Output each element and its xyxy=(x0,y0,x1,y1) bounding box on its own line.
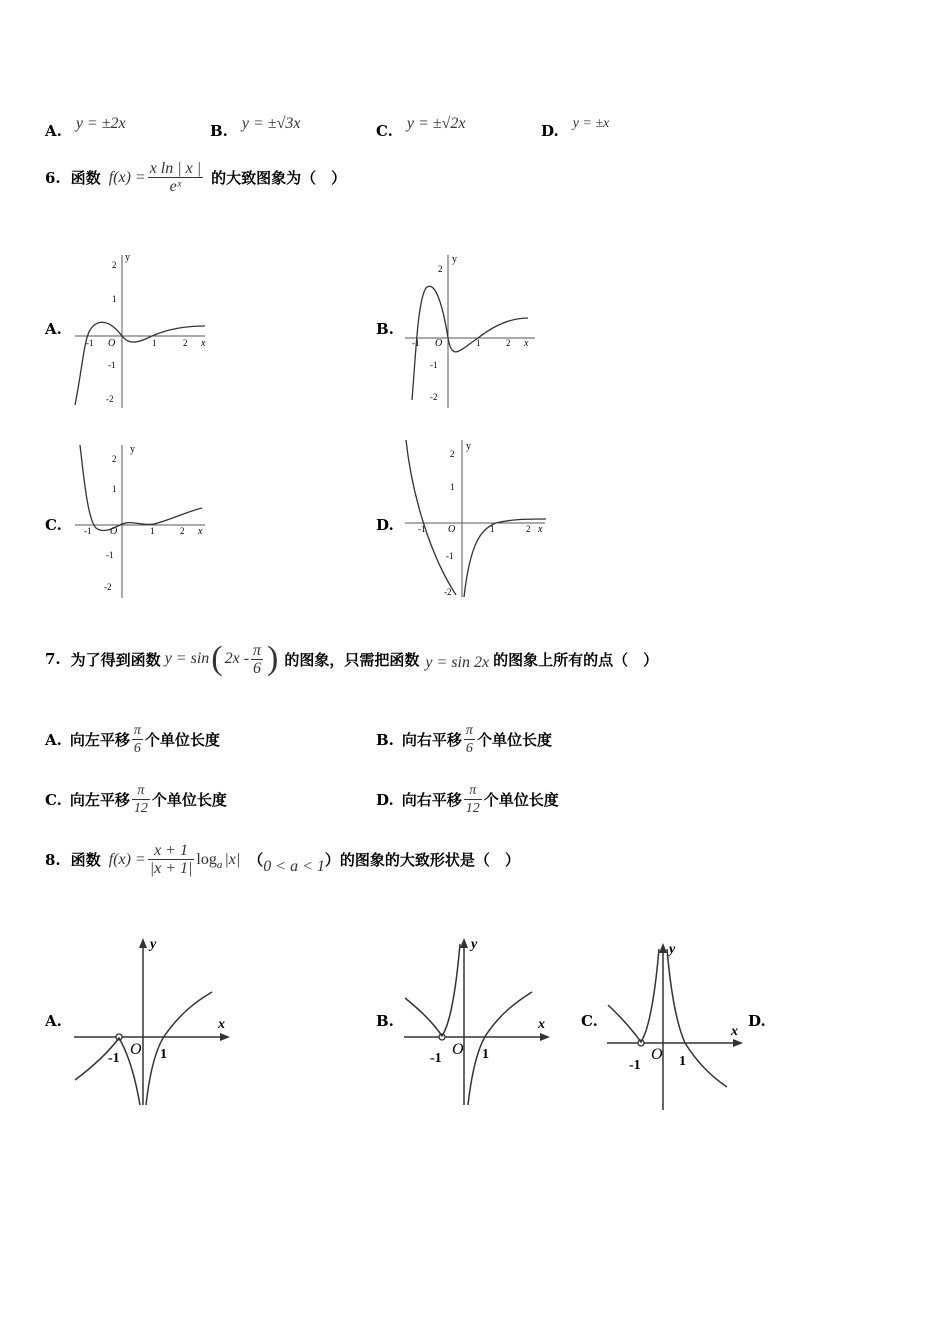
question-prefix: 函数 xyxy=(70,169,101,187)
option-expr: y = ±x xyxy=(572,116,610,131)
y-axis-label: y xyxy=(471,937,478,952)
tick-yneg2: -2 xyxy=(444,587,452,597)
q6-graph-a xyxy=(70,250,210,410)
origin-label: O xyxy=(108,338,116,349)
curve-right xyxy=(468,992,532,1105)
pi-over-6 xyxy=(251,642,263,677)
tick-y1: 1 xyxy=(450,482,455,492)
q6-label-d: D. xyxy=(376,516,394,534)
curve xyxy=(412,286,528,400)
tick-1: 1 xyxy=(476,338,481,348)
pi-symbol: π xyxy=(253,641,262,659)
q8-label-b: B. xyxy=(376,1012,394,1030)
curve-right xyxy=(667,949,727,1087)
condition: 0 < a < 1 xyxy=(263,857,325,875)
option-label: C. xyxy=(376,122,393,140)
q6-label-b: B. xyxy=(376,320,394,338)
tick-yneg2: -2 xyxy=(104,582,112,592)
fraction-den: 12 xyxy=(465,801,480,816)
func-numerator: x ln | x | xyxy=(149,160,202,177)
fraction-num: π xyxy=(132,782,150,800)
y-axis-label: y xyxy=(125,252,130,263)
q8-label-d: D. xyxy=(748,1012,766,1030)
q8-graph-a xyxy=(70,930,235,1110)
q6-stem xyxy=(45,160,346,195)
func-lhs: f(x) = xyxy=(108,850,146,868)
q8-graph-c xyxy=(605,935,750,1115)
curve-left xyxy=(406,440,456,595)
q8-label-c: C. xyxy=(581,1012,598,1030)
fraction-den: 12 xyxy=(133,801,148,816)
tick-y2: 2 xyxy=(450,449,455,459)
question-prefix: 为了得到函数 xyxy=(70,650,161,669)
q5-option-c xyxy=(376,108,465,140)
option-label: B. xyxy=(210,122,228,140)
option-label: D. xyxy=(376,790,394,809)
fraction-den: 6 xyxy=(133,741,141,756)
tick-y2: 2 xyxy=(112,454,117,464)
tick-neg1: -1 xyxy=(108,1051,120,1066)
tick-neg1: -1 xyxy=(412,338,420,348)
fraction-num: π xyxy=(133,723,141,738)
question-number: 8. xyxy=(45,850,61,869)
option-pre: 向左平移 xyxy=(69,791,130,809)
q6-label-a: A. xyxy=(45,320,62,338)
option-pre: 向右平移 xyxy=(401,731,462,749)
tick-neg1: -1 xyxy=(629,1058,641,1073)
curve-right xyxy=(464,519,546,597)
target-func-inner: 2x - xyxy=(224,650,250,667)
condition-open: （ xyxy=(248,851,264,869)
origin-label: O xyxy=(110,526,118,537)
func-log: log xyxy=(196,850,217,868)
fraction-num: π xyxy=(464,782,482,800)
func-fraction xyxy=(148,842,195,877)
q7-stem xyxy=(45,640,658,678)
y-axis-label: y xyxy=(466,441,471,452)
func-denominator: |x + 1| xyxy=(149,860,193,877)
q5-option-b xyxy=(210,108,300,140)
option-pre: 向左平移 xyxy=(69,731,130,749)
option-label: B. xyxy=(376,730,394,749)
y-axis-label: y xyxy=(669,942,676,957)
func-numerator: x + 1 xyxy=(148,842,195,860)
y-axis-label: y xyxy=(452,254,457,265)
option-expr: y = ±√3x xyxy=(241,115,301,132)
origin-label: O xyxy=(452,1041,464,1058)
x-axis-label: x xyxy=(731,1024,738,1039)
option-label: C. xyxy=(45,790,62,809)
tick-2: 2 xyxy=(183,338,188,348)
tick-1: 1 xyxy=(160,1047,167,1062)
q6-graph-d xyxy=(400,435,550,600)
fraction-den: 6 xyxy=(465,741,473,756)
tick-1: 1 xyxy=(152,338,157,348)
option-fraction xyxy=(132,782,150,817)
tick-1: 1 xyxy=(482,1047,489,1062)
origin-label: O xyxy=(435,338,443,349)
tick-yneg1: -1 xyxy=(108,360,116,370)
tick-2: 2 xyxy=(506,338,511,348)
tick-neg1: -1 xyxy=(418,524,426,534)
fraction-num: π xyxy=(465,723,473,738)
y-axis-label: y xyxy=(150,937,157,952)
option-post: 个单位长度 xyxy=(144,731,220,749)
tick-yneg1: -1 xyxy=(446,551,454,561)
curve-left xyxy=(608,949,659,1042)
option-post: 个单位长度 xyxy=(151,791,227,809)
x-axis-label: x xyxy=(198,526,203,537)
option-fraction xyxy=(464,722,475,757)
origin-label: O xyxy=(448,524,456,535)
tick-y1: 1 xyxy=(112,484,117,494)
tick-neg1: -1 xyxy=(84,526,92,536)
curve xyxy=(80,445,202,531)
tick-1: 1 xyxy=(490,524,495,534)
log-base: a xyxy=(216,858,223,871)
tick-neg1: -1 xyxy=(86,338,94,348)
origin-label: O xyxy=(651,1046,663,1063)
q6-graph-b xyxy=(400,250,540,410)
x-axis-label: x xyxy=(201,338,206,349)
tick-yneg2: -2 xyxy=(106,394,114,404)
tick-yneg1: -1 xyxy=(430,360,438,370)
func-lhs: f(x) = xyxy=(108,168,146,186)
q8-label-a: A. xyxy=(45,1012,62,1030)
q5-option-a xyxy=(45,108,126,140)
q8-graph-b xyxy=(400,930,555,1110)
q7-option-c xyxy=(45,782,227,817)
q7-option-b xyxy=(376,722,552,757)
q6-label-c: C. xyxy=(45,516,62,534)
tick-2: 2 xyxy=(526,524,531,534)
tick-y2: 2 xyxy=(112,260,117,270)
option-post: 个单位长度 xyxy=(476,731,552,749)
curve-left xyxy=(405,944,460,1036)
source-func: y = sin 2x xyxy=(425,654,490,671)
tick-neg1: -1 xyxy=(430,1051,442,1066)
q5-option-d xyxy=(541,108,609,140)
log-arg: |x| xyxy=(224,850,241,868)
question-number: 6. xyxy=(45,168,61,187)
tick-2: 2 xyxy=(180,526,185,536)
option-fraction xyxy=(464,782,482,817)
q7-option-a xyxy=(45,722,220,757)
option-fraction xyxy=(132,722,143,757)
option-expr: y = ±√2x xyxy=(406,115,466,132)
option-expr: y = ±2x xyxy=(75,115,126,132)
q8-stem xyxy=(45,842,520,877)
x-axis-label: x xyxy=(218,1017,225,1032)
option-label: D. xyxy=(541,122,559,140)
six: 6 xyxy=(253,659,262,677)
tick-yneg1: -1 xyxy=(106,550,114,560)
y-axis-label: y xyxy=(130,444,135,455)
x-axis-label: x xyxy=(524,338,529,349)
paren-close: ) xyxy=(267,640,279,677)
x-axis-label: x xyxy=(538,1017,545,1032)
curve xyxy=(75,322,205,405)
option-label: A. xyxy=(45,730,62,749)
tick-y1: 1 xyxy=(112,294,117,304)
q7-option-d xyxy=(376,782,559,817)
curve-right xyxy=(146,992,212,1105)
tick-1: 1 xyxy=(679,1054,686,1069)
x-axis-label: x xyxy=(538,524,543,535)
q6-graph-c xyxy=(70,440,210,600)
question-prefix: 函数 xyxy=(70,851,101,869)
question-suffix: 的大致图象为（ ） xyxy=(211,169,347,187)
tick-yneg2: -2 xyxy=(430,392,438,402)
origin-label: O xyxy=(130,1041,142,1058)
option-label: A. xyxy=(45,122,62,140)
option-pre: 向右平移 xyxy=(401,791,462,809)
question-suffix: 的图象上所有的点（ ） xyxy=(493,650,659,669)
option-post: 个单位长度 xyxy=(483,791,559,809)
question-middle: 的图象，只需把函数 xyxy=(284,650,420,669)
tick-y2: 2 xyxy=(438,264,443,274)
question-suffix: ）的图象的大致形状是（ ） xyxy=(324,851,520,869)
func-fraction xyxy=(148,160,203,195)
target-func-lhs: y = sin xyxy=(164,650,210,667)
func-denominator: eˣ xyxy=(169,178,182,195)
tick-1: 1 xyxy=(150,526,155,536)
question-number: 7. xyxy=(45,650,61,668)
paren-open: ( xyxy=(211,640,223,677)
